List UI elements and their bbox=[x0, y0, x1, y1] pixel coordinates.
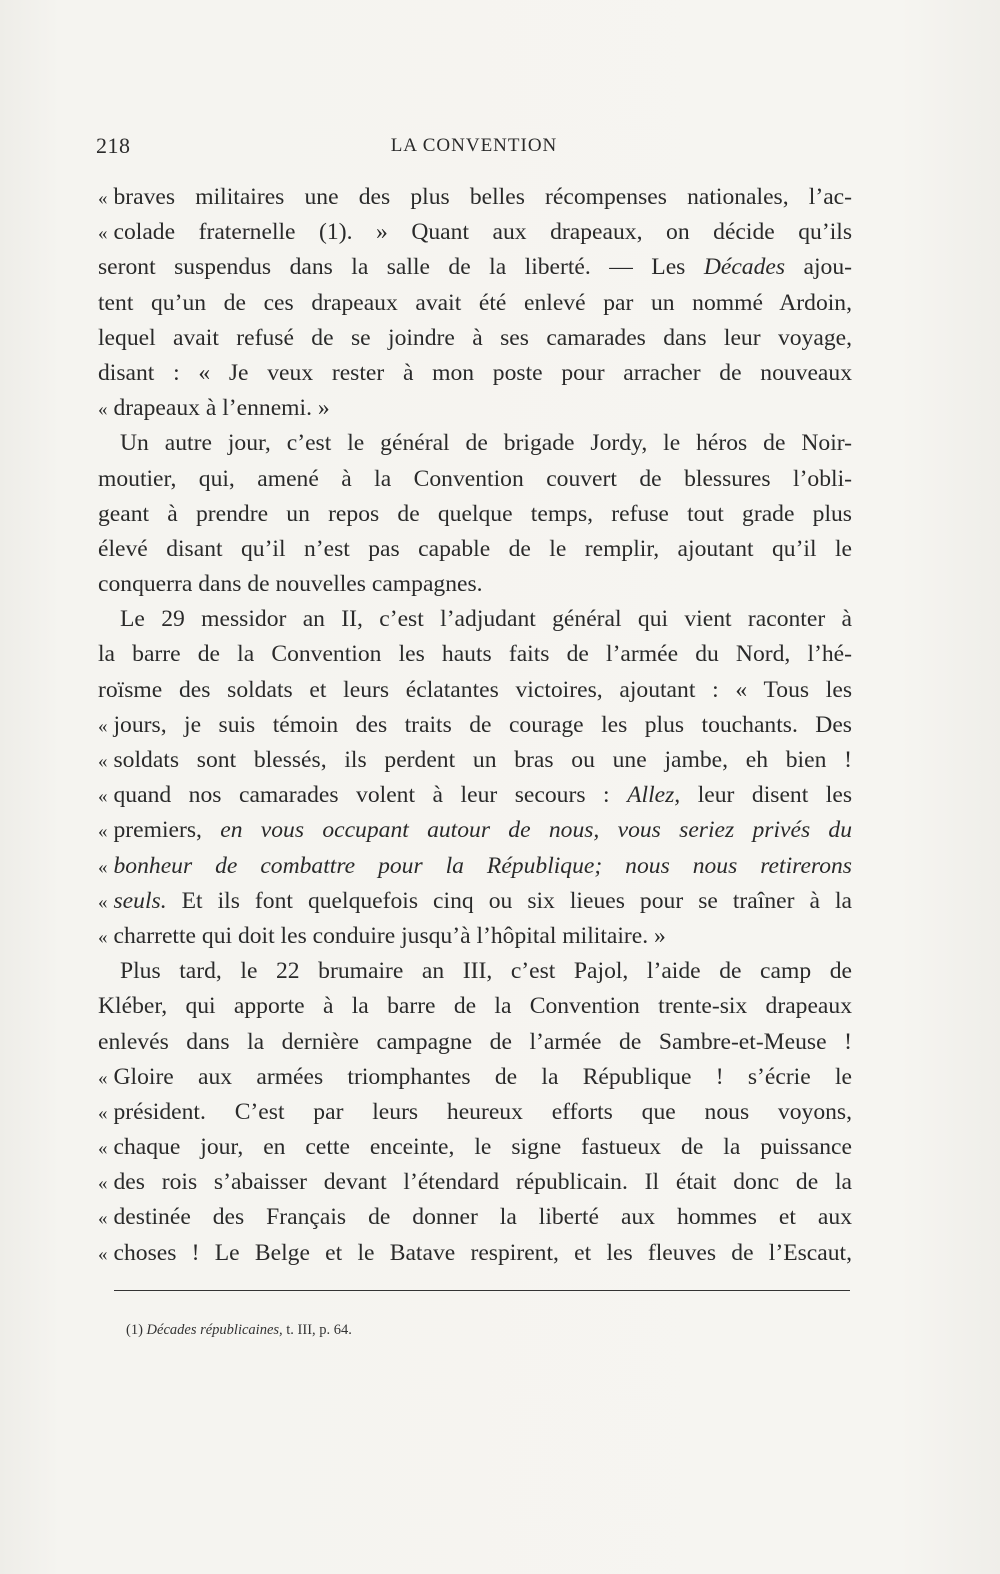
quote-mark: « bbox=[98, 1067, 108, 1089]
text-line bbox=[98, 673, 852, 708]
quote-mark: « bbox=[98, 1138, 108, 1160]
line-text: moutier, qui, amené à la Convention couvert de blessures l’obli- bbox=[98, 465, 852, 492]
line-text: choses ! Le Belge et le Batave respirent, et les fleuves de l’Escaut, bbox=[113, 1239, 852, 1266]
line-italic: seuls. bbox=[113, 887, 167, 914]
text-line bbox=[98, 1095, 852, 1130]
line-text: roïsme des soldats et leurs éclatantes victoires, ajoutant : « Tous les bbox=[98, 676, 852, 703]
line-text: des rois s’abaisser devant l’étendard républicain. Il était donc de la bbox=[113, 1169, 852, 1196]
text-line bbox=[98, 919, 852, 954]
line-text: Un autre jour, c’est le général de brigade Jordy, le héros de Noir- bbox=[120, 430, 852, 457]
text-line bbox=[98, 602, 852, 637]
quote-mark: « bbox=[98, 786, 108, 808]
line-text: colade fraternelle (1). » Quant aux drapeaux, on décide qu’ils bbox=[113, 219, 852, 246]
text-line bbox=[98, 637, 852, 672]
text-line bbox=[98, 849, 852, 884]
line-text: braves militaires une des plus belles récompenses nationales, l’ac- bbox=[113, 184, 852, 210]
page-number: 218 bbox=[96, 133, 131, 158]
text-line bbox=[98, 180, 852, 215]
text-line bbox=[98, 215, 852, 250]
footnote-reference: t. III, p. 64. bbox=[286, 1322, 352, 1338]
footnote bbox=[126, 1322, 352, 1339]
text-line bbox=[98, 884, 852, 919]
quote-mark: « bbox=[98, 1102, 108, 1124]
line-text-tail: leur disent les bbox=[680, 782, 853, 809]
text-line bbox=[98, 286, 852, 321]
quote-mark: « bbox=[98, 891, 108, 913]
quote-mark: « bbox=[98, 926, 108, 948]
text-line bbox=[98, 250, 852, 285]
text-line bbox=[98, 356, 852, 391]
line-text: premiers, bbox=[113, 817, 221, 844]
text-line bbox=[98, 1060, 852, 1095]
text-line bbox=[98, 708, 852, 743]
line-text: tent qu’un de ces drapeaux avait été enlevé par un nommé Ardoin, bbox=[98, 289, 852, 316]
quote-mark: « bbox=[98, 821, 108, 843]
text-line bbox=[98, 989, 852, 1024]
footnote-marker: (1) bbox=[126, 1322, 143, 1338]
text-line bbox=[98, 567, 852, 602]
text-line bbox=[98, 497, 852, 532]
line-text: geant à prendre un repos de quelque temps, refuse tout grade plus bbox=[98, 500, 852, 527]
text-line bbox=[98, 391, 852, 426]
quote-mark: « bbox=[98, 715, 108, 737]
line-text-tail: Et ils font quelquefois cinq ou six lieues pour se traîner à la bbox=[166, 887, 852, 914]
body-text bbox=[98, 180, 852, 1271]
line-text: soldats sont blessés, ils perdent un bras ou une jambe, eh bien ! bbox=[113, 747, 852, 773]
line-italic: bonheur de combattre pour la République; nous nous retirerons bbox=[113, 852, 852, 879]
line-text: seront suspendus dans la salle de la liberté. — Les bbox=[98, 254, 704, 281]
footnote-rule bbox=[114, 1290, 850, 1291]
line-italic: Allez, bbox=[627, 782, 681, 809]
line-text: jours, je suis témoin des traits de courage les plus touchants. Des bbox=[113, 711, 852, 738]
line-text: Gloire aux armées triomphantes de la République ! s’écrie le bbox=[113, 1063, 852, 1090]
text-line bbox=[98, 743, 852, 778]
line-text: Le 29 messidor an II, c’est l’adjudant général qui vient raconter à bbox=[120, 606, 852, 633]
line-italic: Décades bbox=[703, 254, 786, 281]
text-line bbox=[98, 426, 852, 461]
text-line bbox=[98, 1165, 852, 1200]
line-text: disant : « Je veux rester à mon poste pour arracher de nouveaux bbox=[98, 359, 852, 386]
line-text: élevé disant qu’il n’est pas capable de le remplir, ajoutant qu’il le bbox=[98, 535, 852, 562]
text-line bbox=[98, 532, 852, 567]
line-text: charrette qui doit les conduire jusqu’à l’hôpital militaire. » bbox=[113, 922, 666, 949]
line-text: lequel avait refusé de se joindre à ses camarades dans leur voyage, bbox=[98, 324, 852, 351]
quote-mark: « bbox=[98, 399, 108, 421]
running-head bbox=[96, 133, 852, 163]
line-text: Kléber, qui apporte à la barre de la Convention trente-six drapeaux bbox=[98, 993, 852, 1020]
footnote-work-title: Décades républicaines, bbox=[146, 1322, 283, 1338]
line-text: quand nos camarades volent à leur secours : bbox=[113, 782, 628, 809]
quote-mark: « bbox=[98, 856, 108, 878]
line-text-tail: ajou- bbox=[785, 254, 852, 281]
line-text: conquerra dans de nouvelles campagnes. bbox=[98, 571, 483, 598]
quote-mark: « bbox=[98, 1173, 108, 1195]
line-text: chaque jour, en cette enceinte, le signe fastueux de la puissance bbox=[113, 1134, 852, 1161]
text-line bbox=[98, 778, 852, 813]
line-text: président. C’est par leurs heureux efforts que nous voyons, bbox=[113, 1098, 852, 1125]
text-line bbox=[98, 1025, 852, 1060]
text-line bbox=[98, 1200, 852, 1235]
line-text: enlevés dans la dernière campagne de l’armée de Sambre-et-Meuse ! bbox=[98, 1028, 852, 1055]
quote-mark: « bbox=[98, 751, 108, 772]
line-text: la barre de la Convention les hauts faits de l’armée du Nord, l’hé- bbox=[98, 641, 852, 668]
quote-mark: « bbox=[98, 188, 108, 209]
line-text: destinée des Français de donner la liberté aux hommes et aux bbox=[113, 1204, 852, 1231]
text-line bbox=[98, 462, 852, 497]
text-line bbox=[98, 1130, 852, 1165]
line-text: drapeaux à l’ennemi. » bbox=[113, 395, 330, 422]
text-line bbox=[98, 813, 852, 848]
line-italic: en vous occupant autour de nous, vous seriez privés du bbox=[220, 817, 853, 844]
text-line bbox=[98, 321, 852, 356]
running-title: LA CONVENTION bbox=[390, 135, 558, 156]
quote-mark: « bbox=[98, 1243, 108, 1265]
quote-mark: « bbox=[98, 223, 108, 245]
quote-mark: « bbox=[98, 1208, 108, 1230]
text-line bbox=[98, 1236, 852, 1271]
line-text: Plus tard, le 22 brumaire an III, c’est Pajol, l’aide de camp de bbox=[120, 958, 852, 985]
text-line bbox=[98, 954, 852, 989]
